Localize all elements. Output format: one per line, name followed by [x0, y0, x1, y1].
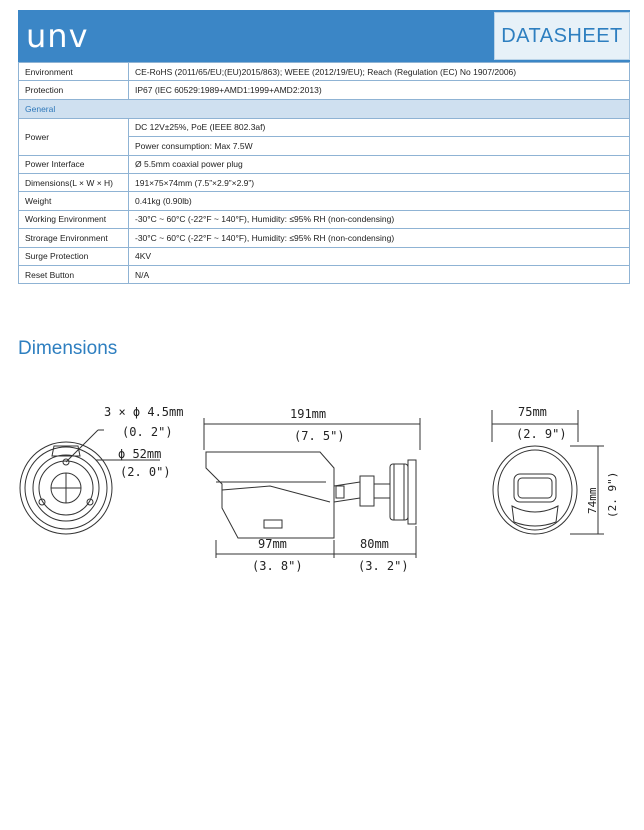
- spec-value: -30°C ~ 60°C (-22°F ~ 140°F), Humidity: ≤95% RH (non-condensing): [129, 229, 630, 247]
- mount-view-drawing: [20, 430, 160, 534]
- side-front-in: (3. 8"): [252, 559, 303, 573]
- spec-label: Weight: [19, 192, 129, 210]
- spec-row-working-environment: [19, 210, 630, 228]
- front-height-in: (2. 9"): [606, 471, 619, 518]
- spec-row-surge-protection: [19, 247, 630, 265]
- spec-label: Power Interface: [19, 155, 129, 173]
- dimensions-title: Dimensions: [18, 338, 118, 359]
- mount-base-mm: ϕ 52mm: [118, 447, 162, 461]
- spec-label: Working Environment: [19, 210, 129, 228]
- spec-value: N/A: [129, 265, 630, 283]
- spec-label: Dimensions(L × W × H): [19, 173, 129, 191]
- front-width-mm: 75mm: [518, 405, 547, 419]
- datasheet-header: [18, 10, 630, 62]
- side-length-in: (7. 5"): [294, 429, 345, 443]
- spec-value: DC 12V±25%, PoE (IEEE 802.3af): [129, 118, 630, 136]
- spec-row-protection: [19, 81, 630, 99]
- unv-logo: unv: [26, 17, 89, 55]
- spec-label: Protection: [19, 81, 129, 99]
- spec-row-dimensions: [19, 173, 630, 191]
- spec-value: Ø 5.5mm coaxial power plug: [129, 155, 630, 173]
- spec-value: CE-RoHS (2011/65/EU;(EU)2015/863); WEEE (2012/19/EU); Reach (Regulation (EC) No 1907/2006): [129, 63, 630, 81]
- spec-row-storage-environment: [19, 229, 630, 247]
- spec-row-power-interface: [19, 155, 630, 173]
- side-front-mm: 97mm: [258, 537, 287, 551]
- spec-value: 4KV: [129, 247, 630, 265]
- spec-value: Power consumption: Max 7.5W: [129, 137, 630, 155]
- side-rear-in: (3. 2"): [358, 559, 409, 573]
- spec-value: 0.41kg (0.90lb): [129, 192, 630, 210]
- front-width-in: (2. 9"): [516, 427, 567, 441]
- spec-row-environment: [19, 63, 630, 81]
- spec-table: [18, 62, 630, 284]
- spec-value: IP67 (IEC 60529:1989+AMD1:1999+AMD2:2013): [129, 81, 630, 99]
- mount-holes-mm: 3 × ϕ 4.5mm: [104, 405, 184, 419]
- front-height-mm: 74mm: [586, 487, 599, 514]
- spec-row-power: [19, 118, 630, 136]
- spec-label: Environment: [19, 63, 129, 81]
- spec-label: Strorage Environment: [19, 229, 129, 247]
- spec-value: -30°C ~ 60°C (-22°F ~ 140°F), Humidity: ≤95% RH (non-condensing): [129, 210, 630, 228]
- dimension-drawings: [0, 390, 644, 590]
- spec-label: Power: [19, 118, 129, 155]
- side-rear-mm: 80mm: [360, 537, 389, 551]
- spec-value: 191×75×74mm (7.5”×2.9”×2.9”): [129, 173, 630, 191]
- spec-row-weight: [19, 192, 630, 210]
- mount-base-in: (2. 0"): [120, 465, 171, 479]
- mount-holes-in: (0. 2"): [122, 425, 173, 439]
- section-title: General: [19, 99, 630, 118]
- spec-label: Surge Protection: [19, 247, 129, 265]
- datasheet-tag: DATASHEET: [494, 12, 630, 60]
- side-length-mm: 191mm: [290, 407, 327, 421]
- section-general: [19, 99, 630, 118]
- spec-label: Reset Button: [19, 265, 129, 283]
- spec-row-reset-button: [19, 265, 630, 283]
